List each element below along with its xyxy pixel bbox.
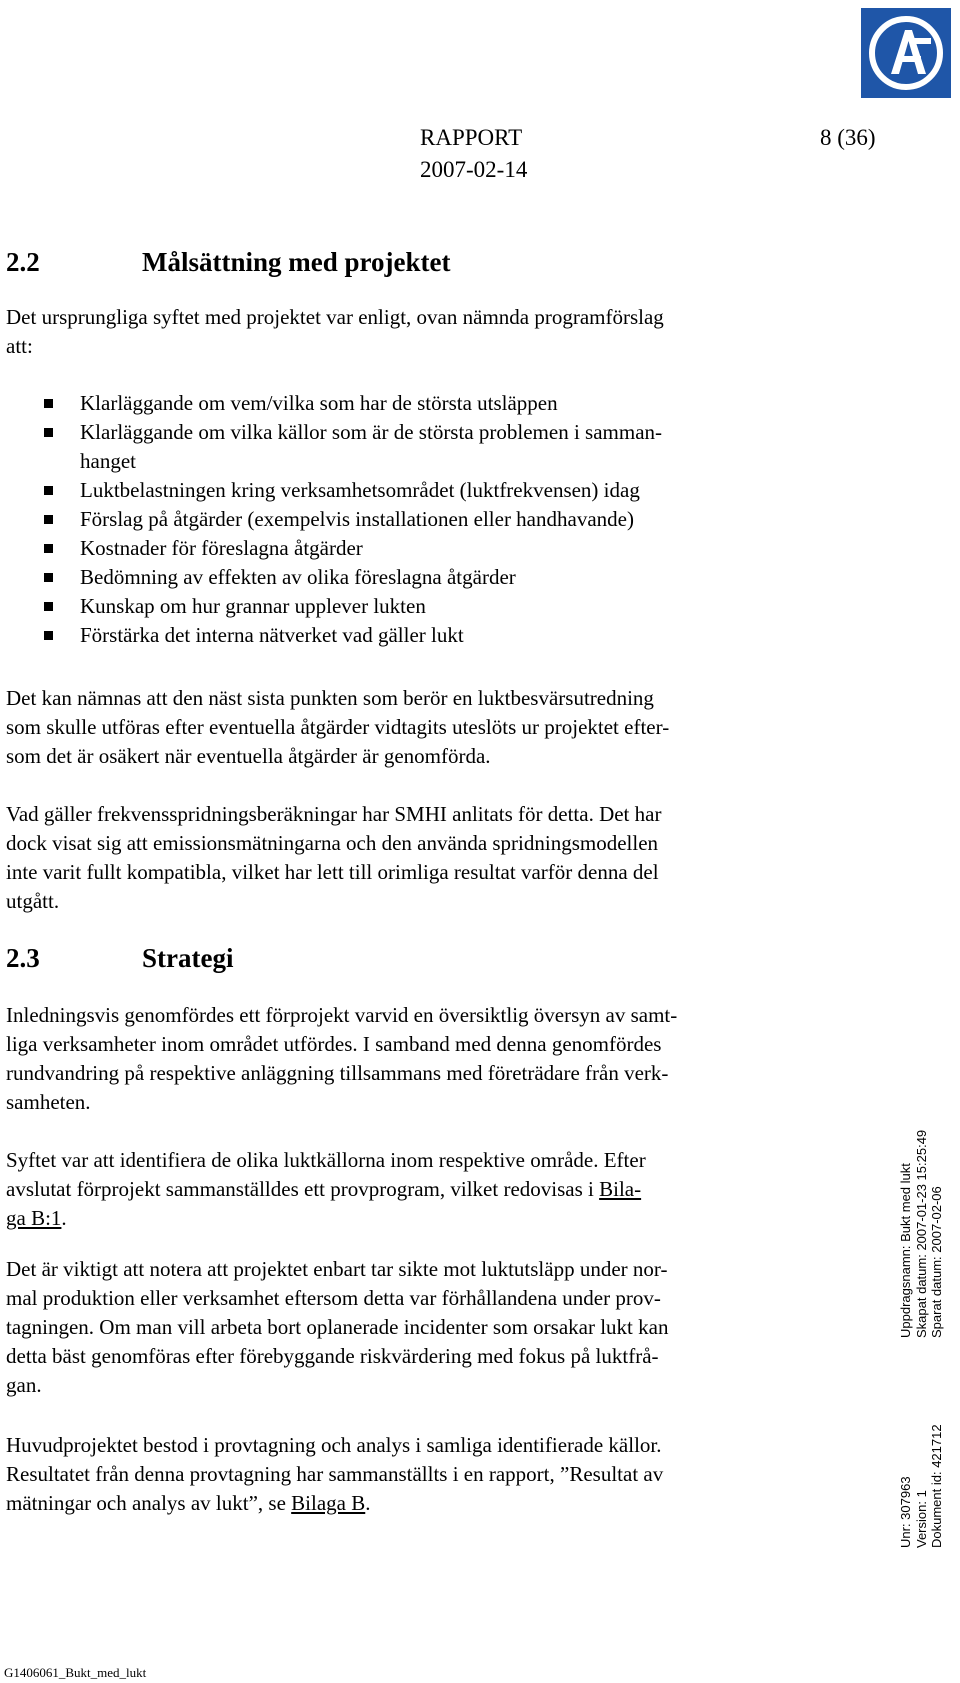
margin-line: Skapat datum: 2007-01-23 15:25:49 bbox=[913, 1129, 929, 1338]
text-line: Det är viktigt att notera att projektet enbart tar sikte mot luktutsläpp under nor- bbox=[6, 1257, 668, 1281]
bullet-icon bbox=[44, 515, 53, 524]
text-line: Kostnader för föreslagna åtgärder bbox=[80, 536, 363, 560]
paragraph-main-project bbox=[6, 1431, 826, 1518]
text-line: att: bbox=[6, 334, 33, 358]
list-item bbox=[44, 621, 662, 650]
objectives-list bbox=[44, 389, 662, 650]
text-span: . bbox=[365, 1491, 371, 1515]
report-title: RAPPORT bbox=[420, 125, 523, 150]
text-line: Det kan nämnas att den näst sista punkten som berör en luktbesvärsutredning bbox=[6, 686, 654, 710]
text-line: Huvudprojektet bestod i provtagning och analys i samliga identifierade källor. bbox=[6, 1433, 662, 1457]
text-line: Bedömning av effekten av olika föreslagna åtgärder bbox=[80, 565, 516, 589]
text-line: inte varit fullt kompatibla, vilket har lett till orimliga resultat varför denna del bbox=[6, 860, 659, 884]
bullet-icon bbox=[44, 602, 53, 611]
margin-line: Dokument id: 421712 bbox=[929, 1424, 944, 1548]
text-line bbox=[6, 1489, 826, 1518]
text-line: Syftet var att identifiera de olika luktkällorna inom respektive område. Efter bbox=[6, 1148, 646, 1172]
list-item bbox=[44, 505, 662, 534]
text-line: Inledningsvis genomfördes ett förprojekt varvid en översiktlig översyn av samt- bbox=[6, 1003, 678, 1027]
margin-line: Version: 1 bbox=[913, 1490, 929, 1548]
text-line: tagningen. Om man vill arbeta bort oplanerade incidenter som orsakar lukt kan bbox=[6, 1315, 669, 1339]
text-line: detta bäst genomföras efter förebyggande riskvärdering med fokus på luktfrå- bbox=[6, 1344, 659, 1368]
text-line: Luktbelastningen kring verksamhetsområdet (luktfrekvensen) idag bbox=[80, 478, 640, 502]
appendix-link-b[interactable]: Bilaga B bbox=[291, 1491, 366, 1515]
intro-paragraph bbox=[6, 303, 826, 361]
text-line: Vad gäller frekvensspridningsberäkningar har SMHI anlitats för detta. Det har bbox=[6, 802, 662, 826]
list-item bbox=[44, 418, 662, 476]
paragraph-purpose bbox=[6, 1146, 826, 1233]
list-item bbox=[44, 592, 662, 621]
text-line: Förslag på åtgärder (exempelvis installationen eller handhavande) bbox=[80, 507, 634, 531]
margin-line: Unr: 307963 bbox=[898, 1476, 913, 1548]
text-line: rundvandring på respektive anläggning tillsammans med företrädare från verk- bbox=[6, 1061, 669, 1085]
text-line: Resultatet från denna provtagning har sammanställts i en rapport, ”Resultat av bbox=[6, 1462, 664, 1486]
text-line: Klarläggande om vem/vilka som har de största utsläppen bbox=[80, 391, 558, 415]
text-line: Förstärka det interna nätverket vad gäller lukt bbox=[80, 623, 464, 647]
footer-filename: G1406061_Bukt_med_lukt bbox=[4, 1665, 147, 1680]
section-title: Målsättning med projektet bbox=[142, 247, 451, 277]
margin-line: Uppdragsnamn: Bukt med lukt bbox=[898, 1163, 913, 1338]
bullet-icon bbox=[44, 399, 53, 408]
section-number: 2.2 bbox=[6, 247, 40, 277]
text-line: mal produktion eller verksamhet eftersom detta var förhållandena under prov- bbox=[6, 1286, 661, 1310]
list-item bbox=[44, 563, 662, 592]
paragraph-smhi bbox=[6, 800, 826, 916]
text-line bbox=[6, 1204, 826, 1233]
bullet-icon bbox=[44, 544, 53, 553]
text-line: utgått. bbox=[6, 889, 60, 913]
margin-document-info bbox=[898, 1424, 945, 1548]
section-title: Strategi bbox=[142, 943, 234, 973]
margin-line: Sparat datum: 2007-02-06 bbox=[929, 1186, 944, 1338]
text-line: som skulle utföras efter eventuella åtgärder vidtagits uteslöts ur projektet efter- bbox=[6, 715, 670, 739]
bullet-icon bbox=[44, 428, 53, 437]
section-number: 2.3 bbox=[6, 943, 40, 973]
text-span: mätningar och analys av lukt”, se bbox=[6, 1491, 292, 1515]
paragraph-scope bbox=[6, 1255, 826, 1400]
list-item bbox=[44, 534, 662, 563]
text-span: . bbox=[61, 1206, 67, 1230]
text-span: avslutat förprojekt sammanställdes ett provprogram, vilket redovisas i bbox=[6, 1177, 600, 1201]
section-heading-2-3 bbox=[6, 941, 233, 975]
list-item bbox=[44, 389, 662, 418]
bullet-icon bbox=[44, 631, 53, 640]
text-line: gan. bbox=[6, 1373, 42, 1397]
text-line: Klarläggande om vilka källor som är de största problemen i samman- bbox=[80, 420, 663, 444]
text-line bbox=[6, 1175, 826, 1204]
bullet-icon bbox=[44, 573, 53, 582]
text-line: samheten. bbox=[6, 1090, 91, 1114]
list-item bbox=[44, 476, 662, 505]
af-logo-icon bbox=[861, 8, 951, 98]
text-line: som det är osäkert när eventuella åtgärder är genomförda. bbox=[6, 744, 491, 768]
section-heading-2-2 bbox=[6, 245, 450, 279]
paragraph-preproject bbox=[6, 1001, 826, 1117]
text-line: hanget bbox=[80, 449, 136, 473]
margin-assignment-info bbox=[898, 1130, 945, 1338]
appendix-link-b1[interactable]: ga B:1 bbox=[6, 1206, 62, 1230]
paragraph-excluded-point bbox=[6, 684, 826, 771]
text-line: Kunskap om hur grannar upplever lukten bbox=[80, 594, 426, 618]
text-line: liga verksamheter inom området utfördes. I samband med denna genomfördes bbox=[6, 1032, 662, 1056]
bullet-icon bbox=[44, 486, 53, 495]
text-line: dock visat sig att emissionsmätningarna och den använda spridningsmodellen bbox=[6, 831, 659, 855]
text-line: Det ursprungliga syftet med projektet var enligt, ovan nämnda programförslag bbox=[6, 305, 664, 329]
report-date: 2007-02-14 bbox=[420, 157, 528, 182]
page-number: 8 (36) bbox=[820, 125, 876, 150]
appendix-link-b1[interactable]: Bila- bbox=[599, 1177, 642, 1201]
